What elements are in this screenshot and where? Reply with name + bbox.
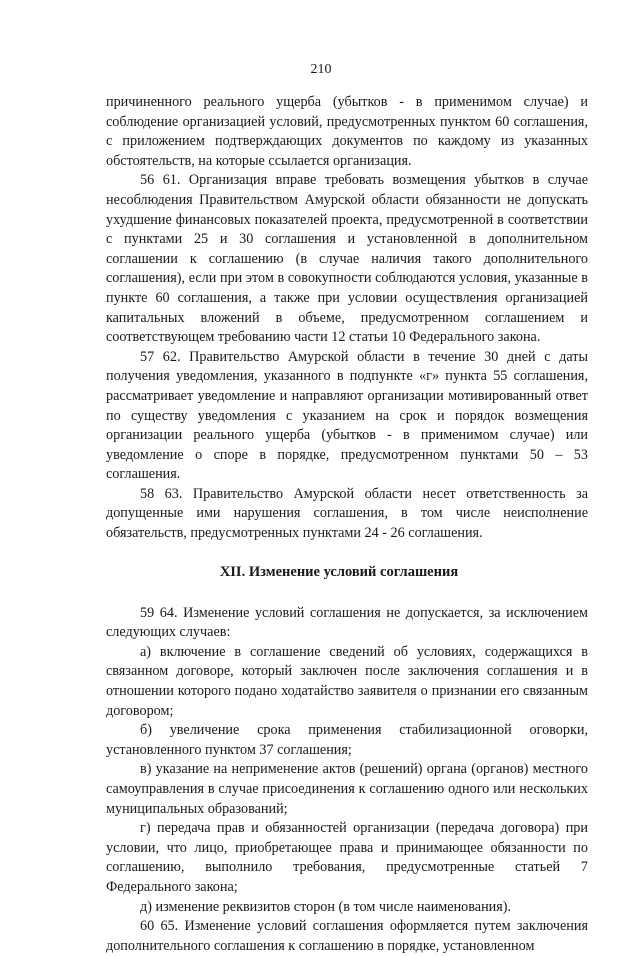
- paragraph-item-62: 57 62. Правительство Амурской области в течение 30 дней с даты получения уведомления, указанного в подпункте «г» пункта 55 соглашения, рассматривает уведомление и направляют организации мотивированный ответ по существу уведомления с указанием на срок и порядок возмещения организации реального ущерба (убытков - в применимом случае) или уведомление о споре в порядке, предусмотренном пунктами 50 – 53 соглашения.: [106, 348, 588, 483]
- list-item-b: б) увеличение срока применения стабилизационной оговорки, установленного пунктом 37 соглашения;: [106, 722, 588, 758]
- list-item-d: д) изменение реквизитов сторон (в том числе наименования).: [140, 898, 512, 915]
- paragraphs-before: [106, 93, 588, 544]
- list-item-v: в) указание на неприменение актов (решений) органа (органов) местного самоуправления в случае присоединения к соглашению одного или нескольких муниципальных образований;: [106, 761, 588, 817]
- paragraph: причиненного реального ущерба (убытков - в применимом случае) и соблюдение организацией условий, предусмотренных пунктом 60 соглашения, с приложением подтверждающих документов по каждому из указанных обстоятельств, на которые ссылается организация.: [106, 94, 588, 169]
- list-item-g: г) передача прав и обязанностей организации (передача договора) при условии, что лицо, приобретающее права и принимающее обязанности по соглашению, выполнило требования, предусмотренные статьей 7 Федерального закона;: [106, 820, 588, 895]
- paragraph-item-63: 58 63. Правительство Амурской области несет ответственность за допущенные ими нарушения соглашения, в том числе неисполнение обязательств, предусмотренных пунктами 24 - 26 соглашения.: [106, 485, 588, 542]
- paragraph-item-65: 60 65. Изменение условий соглашения оформляется путем заключения дополнительного соглашения к соглашению в порядке, установленном: [106, 918, 588, 954]
- paragraph-item-61: 56 61. Организация вправе требовать возмещения убытков в случае несоблюдения Правительством Амурской области обязанности не допускать ухудшение финансовых показателей проекта, предусмотренной в соответствии с пунктами 25 и 30 соглашения и установленной в дополнительном соглашении к соглашению (в случае наличия такого дополнительного соглашения), если при этом в совокупности соблюдаются условия, указанные в пункте 60 соглашения, а также при условии осуществления организацией капитальных вложений в объеме, предусмотренном соглашением и соответствующем требованию части 12 статьи 10 Федерального закона.: [106, 172, 588, 346]
- paragraphs-after: [106, 604, 588, 956]
- page-number: 210: [310, 62, 332, 77]
- section-heading: XII. Изменение условий соглашения: [219, 563, 459, 580]
- list-item-a: а) включение в соглашение сведений об условиях, содержащихся в связанном договоре, который заключен после заключения соглашения и в отношении которого подано ходатайство заявителя о признании его связанным договором;: [106, 643, 588, 719]
- paragraph-item-64: 59 64. Изменение условий соглашения не допускается, за исключением следующих случаев:: [106, 604, 588, 641]
